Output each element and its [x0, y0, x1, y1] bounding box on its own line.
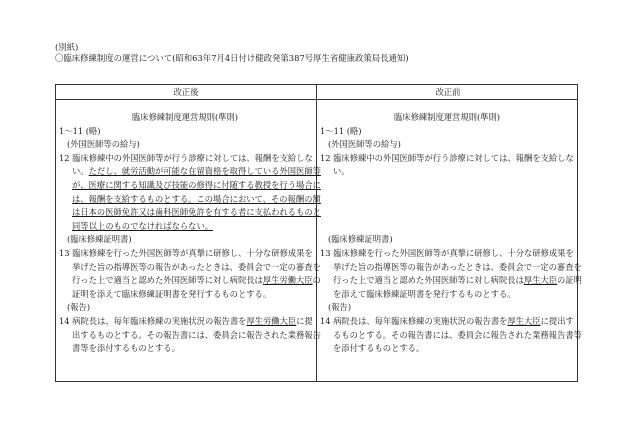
text-line: を添えて臨床修練証明書を発行するものとする。 [333, 288, 516, 299]
amended-text: は、報酬を支給するものとする。この場合において、その報酬の額 [72, 193, 321, 204]
column-header-after: 改正後 [173, 87, 199, 97]
text-span: 行った上で適当と認めた外国医師等に対し病院長は [333, 275, 524, 286]
amended-text: 同等以上のものでなければならない。 [72, 220, 214, 231]
text-line: 出するものとする。その報告書には、委員会に報告された業務報告 [72, 329, 321, 340]
blank-line [320, 179, 574, 193]
rule-title: 臨床修練制度運営規則(準則) [131, 112, 239, 122]
text-span: の証明 [557, 275, 582, 286]
text-span: 行った上で適当と認めた外国医師等に対し病院長は [72, 275, 263, 286]
section-heading: (外国医師等の給与) [67, 139, 140, 150]
original-text-underlined: 厚生大臣 [523, 275, 558, 286]
text-line: 13 臨床修練を行った外国医師等が真摯に研修し、十分な研修成果を [320, 247, 574, 258]
original-text-cell [320, 111, 582, 356]
amended-text: は日本の医師免許又は歯科医師免許を有する者に支払われるものと [72, 207, 321, 218]
blank-line [320, 193, 574, 207]
text-line: 12 臨床修練中の外国医師等が行う診療に対しては、報酬を支給しな [320, 152, 574, 163]
text-span: 14 病院長は、毎年臨床修練の実施状況の報告書を [320, 315, 508, 326]
text-line: を添付するものとする。 [333, 343, 425, 354]
text-span: に提出す [540, 315, 574, 326]
section-heading: (報告) [328, 302, 352, 313]
original-text-underlined: 厚生大臣 [507, 315, 541, 326]
text-line: 書等を添付するものとする。 [72, 343, 180, 354]
text-line: 12 臨床修練中の外国医師等が行う診療に対しては、報酬を支給しな [59, 152, 313, 163]
text-line: 1〜11 (略) [59, 125, 101, 136]
text-line: 13 臨床修練を行った外国医師等が真摯に研修し、十分な研修成果を [59, 247, 313, 258]
text-span: に提 [296, 315, 313, 326]
document-title: 〇臨床修練制度の運営について(昭和63年7月4日付け健政発第387号厚生省健康政策局長通知) [55, 53, 409, 63]
section-heading: (報告) [67, 302, 91, 313]
header-divider [56, 99, 577, 100]
section-heading: (臨床修練証明書) [328, 234, 393, 245]
text-line [59, 315, 311, 329]
amended-text: 厚生労働大臣 [262, 275, 313, 286]
amended-text-cell [59, 111, 321, 356]
text-line [320, 315, 574, 329]
text-line [59, 274, 321, 288]
column-header-before: 改正前 [435, 87, 461, 97]
text-line [59, 165, 321, 179]
text-span: の [312, 275, 321, 286]
text-line: 挙げた旨の指導医等の報告があったときは、委員会で一定の審査を [333, 261, 582, 272]
attachment-note: (別紙) [55, 42, 79, 52]
comparison-table [55, 84, 582, 382]
text-span: 14 病院長は、毎年臨床修練の実施状況の報告書を [59, 315, 247, 326]
amended-text: 厚生労働大臣 [246, 315, 297, 326]
text-line: るものとする。その報告書には、委員会に報告された業務報告書等 [333, 329, 582, 340]
text-span: い。 [72, 166, 89, 177]
amended-text: ただし、就労活動が可能な在留資格を取得している外国医師等 [88, 166, 321, 177]
blank-line [320, 206, 574, 220]
text-line: 証明を添えて臨床修練証明書を発行するものとする。 [72, 288, 272, 299]
blank-line [320, 220, 574, 234]
text-line [320, 274, 582, 288]
rule-title: 臨床修練制度運営規則(準則) [393, 112, 501, 122]
text-line: い。 [333, 166, 350, 177]
section-heading: (臨床修練証明書) [67, 234, 132, 245]
text-line: 1〜11 (略) [320, 125, 362, 136]
amended-text: が、医療に関する知識及び技能の修得に付随する教授を行う場合に [72, 179, 321, 190]
section-heading: (外国医師等の給与) [328, 139, 401, 150]
text-line: 挙げた旨の指導医等の報告があったときは、委員会で一定の審査を [72, 261, 321, 272]
